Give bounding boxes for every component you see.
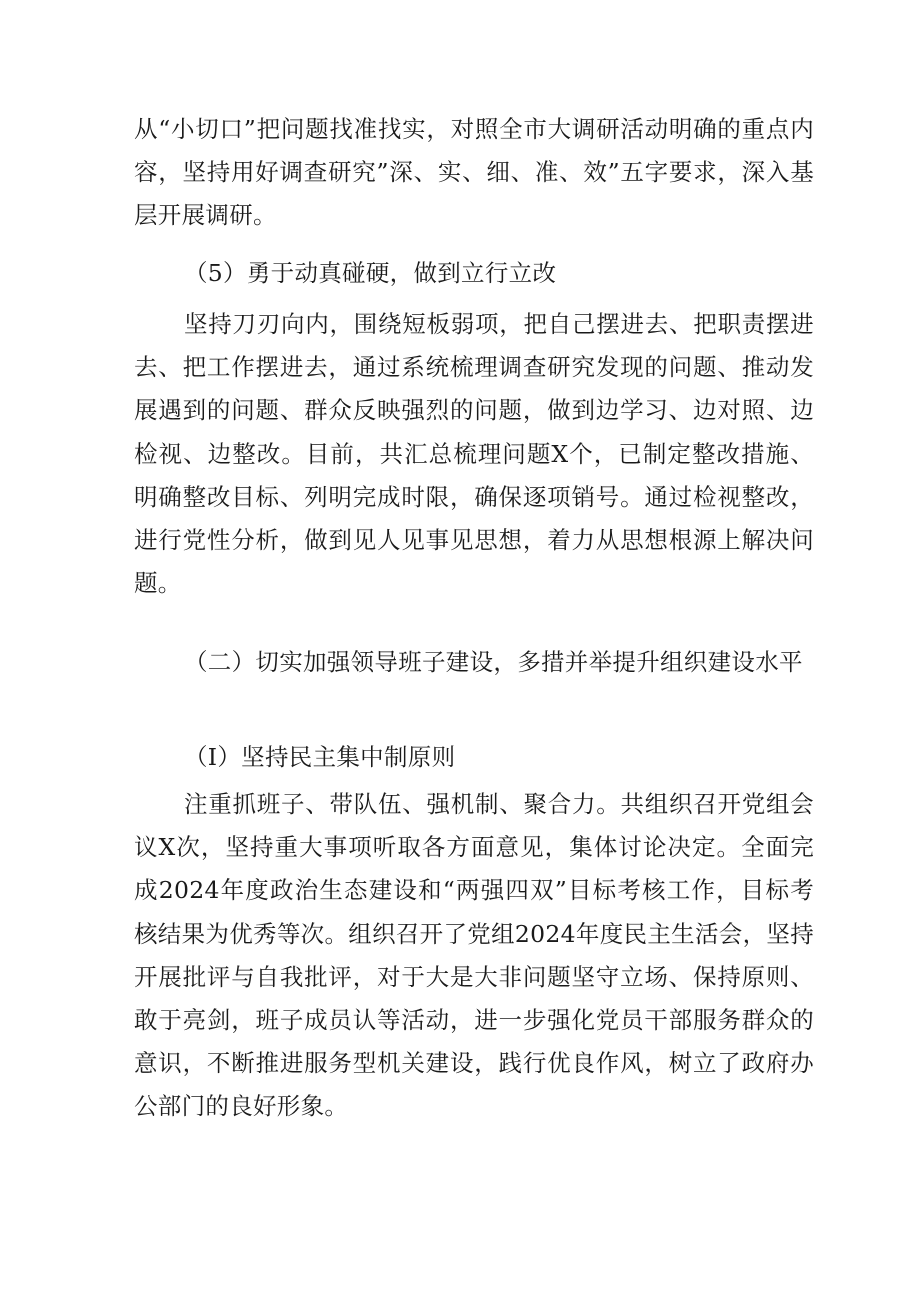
paragraph-rectification: 坚持刀刃向内，围绕短板弱项，把自己摆进去、把职责摆进去、把工作摆进去，通过系统梳理调查研究发现的问题、推动发展遇到的问题、群众反映强烈的问题，做到边学习、边对照、边检视、边整改。目前，共汇总梳理问题X个，已制定整改措施、明确整改目标、列明完成时限，确保逐项销号。通过检视整改，进行党性分析，做到见人见事见思想，着力从思想根源上解决问题。 bbox=[134, 310, 814, 598]
paragraph-democratic-centralism: 注重抓班子、带队伍、强机制、聚合力。共组织召开党组会议X次，坚持重大事项听取各方面意见，集体讨论决定。全面完成2024年度政治生态建设和“两强四双”目标考核工作，目标考核结果为优秀等次。组织召开了党组2024年度民主生活会，坚持开展批评与自我批评，对于大是大非问题坚守立场、保持原则、敢于亮剑，班子成员认等活动，进一步强化党员干部服务群众的意识，不断推进服务型机关建设，践行优良作风，树立了政府办公部门的良好形象。 bbox=[134, 790, 814, 1121]
paragraph-research-continued: 从“小切口”把问题找准找实，对照全市大调研活动明确的重点内容，坚持用好调查研究”深、实、细、准、效”五字要求，深入基层开展调研。 bbox=[134, 115, 814, 230]
subheading-democratic-centralism: （I）坚持民主集中制原则 bbox=[184, 743, 456, 771]
subheading-rectification: （5）勇于动真碰硬，做到立行立改 bbox=[184, 259, 557, 287]
section-heading-leadership: （二）切实加强领导班子建设，多措并举提升组织建设水平 bbox=[184, 648, 803, 676]
